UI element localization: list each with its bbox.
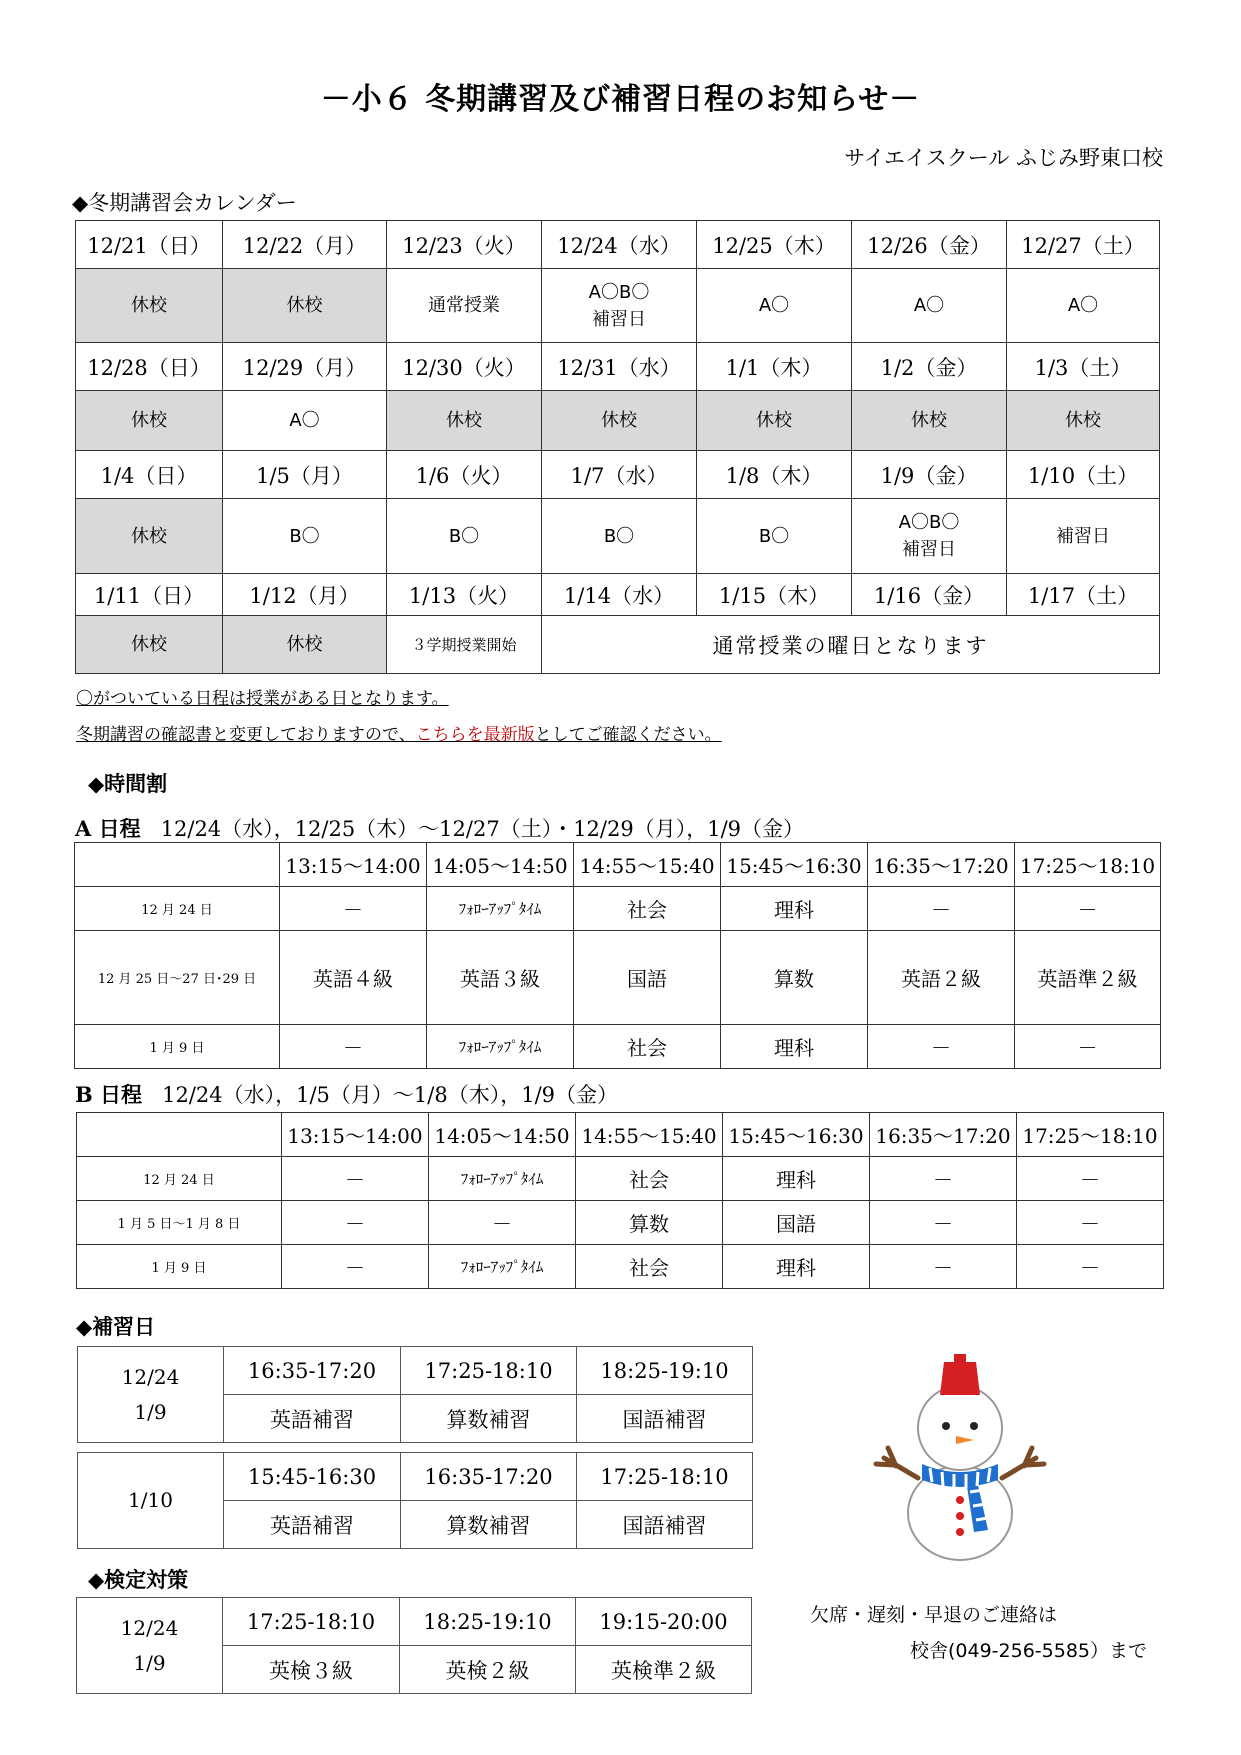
time-header: 15:45～16:30 bbox=[721, 843, 868, 887]
bucket-hat bbox=[940, 1362, 980, 1395]
slot-cell: － bbox=[870, 1201, 1017, 1245]
event-cell: 休校 bbox=[697, 391, 852, 451]
hoshu-time: 18:25-19:10 bbox=[577, 1347, 753, 1395]
date-cell: 1/17（土） bbox=[1007, 574, 1160, 616]
date-cell: 12/23（火） bbox=[387, 221, 542, 269]
date-cell: 12/21（日） bbox=[76, 221, 223, 269]
hoshu-table-2 bbox=[77, 1452, 753, 1549]
corner-cell bbox=[77, 1113, 282, 1157]
event-cell: A〇 bbox=[223, 391, 387, 451]
date-cell: 12/26（金） bbox=[852, 221, 1007, 269]
hoshu-time: 15:45-16:30 bbox=[224, 1453, 401, 1501]
time-header: 17:25～18:10 bbox=[1017, 1113, 1164, 1157]
slot-cell: 国語 bbox=[723, 1201, 870, 1245]
slot-cell: 社会 bbox=[574, 1025, 721, 1069]
time-header: 13:15～14:00 bbox=[280, 843, 427, 887]
date-cell: 1/4（日） bbox=[76, 451, 223, 499]
note-highlight: こちらを最新版 bbox=[415, 725, 535, 745]
event-cell: B〇 bbox=[223, 499, 387, 574]
event-cell: 通常授業 bbox=[387, 269, 542, 343]
slot-cell: － bbox=[1015, 1025, 1161, 1069]
slot-cell: － bbox=[280, 887, 427, 931]
time-header: 14:05～14:50 bbox=[429, 1113, 576, 1157]
kentei-time: 17:25-18:10 bbox=[223, 1598, 400, 1646]
kentei-date: 1/9 bbox=[133, 1650, 166, 1675]
event-cell: 休校 bbox=[223, 616, 387, 674]
time-header: 14:55～15:40 bbox=[574, 843, 721, 887]
event-cell bbox=[542, 269, 697, 343]
date-cell: 1/1（木） bbox=[697, 343, 852, 391]
schedule-b-heading bbox=[75, 1079, 618, 1109]
day-label: 1 月 9 日 bbox=[77, 1245, 282, 1289]
slot-cell: － bbox=[429, 1201, 576, 1245]
event-cell: 通常授業の曜日となります bbox=[542, 616, 1160, 674]
day-label: 12 月 24 日 bbox=[77, 1157, 282, 1201]
date-cell: 12/30（火） bbox=[387, 343, 542, 391]
hoshu-heading: ◆補習日 bbox=[76, 1315, 156, 1339]
slot-cell: 社会 bbox=[576, 1157, 723, 1201]
event-cell: B〇 bbox=[542, 499, 697, 574]
slot-cell: 理科 bbox=[721, 1025, 868, 1069]
date-cell: 1/12（月） bbox=[223, 574, 387, 616]
slot-cell: － bbox=[868, 887, 1015, 931]
kentei-subject: 英検準２級 bbox=[576, 1646, 752, 1694]
button-2 bbox=[956, 1512, 964, 1520]
date-cell: 12/22（月） bbox=[223, 221, 387, 269]
hoshu-date: 1/9 bbox=[134, 1399, 167, 1424]
hoshu-time: 17:25-18:10 bbox=[577, 1453, 753, 1501]
schedule-a-heading bbox=[75, 813, 804, 843]
slot-cell: ﾌｫﾛｰｱｯﾌﾟﾀｲﾑ bbox=[427, 887, 574, 931]
event-main: A〇B〇 bbox=[588, 281, 650, 303]
kentei-subject: 英検２級 bbox=[400, 1646, 576, 1694]
hoshu-subject: 英語補習 bbox=[224, 1395, 401, 1443]
hoshu-subject: 国語補習 bbox=[577, 1501, 753, 1549]
timetable-heading: ◆時間割 bbox=[88, 772, 168, 796]
event-cell: 休校 bbox=[76, 269, 223, 343]
kentei-date: 12/24 bbox=[120, 1615, 179, 1640]
contact-line-1: 欠席・遅刻・早退のご連絡は bbox=[810, 1604, 1058, 1626]
note-line-1: 〇がついている日程は授業がある日となります。 bbox=[76, 689, 449, 709]
button-3 bbox=[956, 1528, 964, 1536]
snowman-illustration bbox=[870, 1340, 1050, 1565]
date-cell: 1/2（金） bbox=[852, 343, 1007, 391]
time-header: 16:35～17:20 bbox=[870, 1113, 1017, 1157]
slot-cell: 理科 bbox=[723, 1245, 870, 1289]
date-cell: 1/9（金） bbox=[852, 451, 1007, 499]
event-main: A〇B〇 bbox=[898, 512, 960, 533]
slot-cell: 英語４級 bbox=[280, 931, 427, 1025]
slot-cell: ﾌｫﾛｰｱｯﾌﾟﾀｲﾑ bbox=[429, 1245, 576, 1289]
hoshu-table-1 bbox=[77, 1346, 753, 1443]
slot-cell: 社会 bbox=[574, 887, 721, 931]
hoshu-time: 17:25-18:10 bbox=[401, 1347, 577, 1395]
kentei-time: 19:15-20:00 bbox=[576, 1598, 752, 1646]
slot-cell: ﾌｫﾛｰｱｯﾌﾟﾀｲﾑ bbox=[427, 1025, 574, 1069]
kentei-subject: 英検３級 bbox=[223, 1646, 400, 1694]
event-cell: 休校 bbox=[852, 391, 1007, 451]
day-label: 1 月 5 日～1 月 8 日 bbox=[77, 1201, 282, 1245]
schedule-b-dates: 12/24（水），1/5（月）～1/8（木），1/9（金） bbox=[162, 1083, 619, 1107]
note-text: としてご確認ください。 bbox=[534, 725, 722, 745]
event-cell: 休校 bbox=[542, 391, 697, 451]
date-cell: 1/11（日） bbox=[76, 574, 223, 616]
date-cell: 1/15（木） bbox=[697, 574, 852, 616]
corner-cell bbox=[75, 843, 280, 887]
event-cell: B〇 bbox=[697, 499, 852, 574]
slot-cell: － bbox=[282, 1245, 429, 1289]
hoshu-time: 16:35-17:20 bbox=[224, 1347, 401, 1395]
event-cell: A〇 bbox=[697, 269, 852, 343]
date-cell: 1/7（水） bbox=[542, 451, 697, 499]
date-cell: 12/24（水） bbox=[542, 221, 697, 269]
kentei-table bbox=[76, 1597, 752, 1694]
event-cell: A〇 bbox=[1007, 269, 1160, 343]
contact-line-2: 校舎(049-256-5585）まで bbox=[910, 1640, 1148, 1662]
time-header: 14:05～14:50 bbox=[427, 843, 574, 887]
slot-cell: － bbox=[282, 1201, 429, 1245]
winter-calendar bbox=[75, 220, 1160, 674]
contact-info bbox=[810, 1597, 1147, 1669]
date-cell: 1/10（土） bbox=[1007, 451, 1160, 499]
date-cell: 12/27（土） bbox=[1007, 221, 1160, 269]
event-cell: 休校 bbox=[76, 499, 223, 574]
day-label: 1 月 9 日 bbox=[75, 1025, 280, 1069]
date-cell: 1/8（木） bbox=[697, 451, 852, 499]
day-label: 12 月 25 日～27 日･29 日 bbox=[75, 931, 280, 1025]
slot-cell: － bbox=[868, 1025, 1015, 1069]
slot-cell: 英語２級 bbox=[868, 931, 1015, 1025]
slot-cell: 理科 bbox=[723, 1157, 870, 1201]
slot-cell: － bbox=[282, 1157, 429, 1201]
slot-cell: 算数 bbox=[576, 1201, 723, 1245]
event-cell: B〇 bbox=[387, 499, 542, 574]
slot-cell: － bbox=[280, 1025, 427, 1069]
slot-cell: － bbox=[1017, 1157, 1164, 1201]
slot-cell: 国語 bbox=[574, 931, 721, 1025]
event-cell: 休校 bbox=[76, 616, 223, 674]
date-cell: 1/14（水） bbox=[542, 574, 697, 616]
date-cell: 1/16（金） bbox=[852, 574, 1007, 616]
schedule-b-table bbox=[76, 1112, 1164, 1289]
date-cell: 1/13（火） bbox=[387, 574, 542, 616]
date-cell: 12/31（水） bbox=[542, 343, 697, 391]
slot-cell: － bbox=[1015, 887, 1161, 931]
event-cell: 休校 bbox=[223, 269, 387, 343]
date-cell: 1/5（月） bbox=[223, 451, 387, 499]
school-name: サイエイスクール ふじみ野東口校 bbox=[844, 146, 1163, 170]
slot-cell: 理科 bbox=[721, 887, 868, 931]
event-cell: ３学期授業開始 bbox=[387, 616, 542, 674]
slot-cell: － bbox=[1017, 1201, 1164, 1245]
hoshu-date: 12/24 bbox=[121, 1364, 180, 1389]
event-cell: A〇 bbox=[852, 269, 1007, 343]
time-header: 13:15～14:00 bbox=[282, 1113, 429, 1157]
date-cell: 1/3（土） bbox=[1007, 343, 1160, 391]
date-cell: 1/6（火） bbox=[387, 451, 542, 499]
event-cell bbox=[852, 499, 1007, 574]
slot-cell: 英語準２級 bbox=[1015, 931, 1161, 1025]
time-header: 16:35～17:20 bbox=[868, 843, 1015, 887]
schedule-a-label: A 日程 bbox=[75, 816, 141, 841]
slot-cell: 算数 bbox=[721, 931, 868, 1025]
hoshu-date-cell bbox=[78, 1347, 224, 1443]
hoshu-date-cell: 1/10 bbox=[78, 1453, 224, 1549]
snowman-head bbox=[918, 1386, 1002, 1470]
page-title: －小６ 冬期講習及び補習日程のお知らせ－ bbox=[320, 82, 921, 117]
hoshu-subject: 英語補習 bbox=[224, 1501, 401, 1549]
day-label: 12 月 24 日 bbox=[75, 887, 280, 931]
slot-cell: 社会 bbox=[576, 1245, 723, 1289]
time-header: 15:45～16:30 bbox=[723, 1113, 870, 1157]
event-cell: 休校 bbox=[76, 391, 223, 451]
event-cell: 休校 bbox=[1007, 391, 1160, 451]
date-cell: 12/25（木） bbox=[697, 221, 852, 269]
slot-cell: 英語３級 bbox=[427, 931, 574, 1025]
schedule-b-label: B 日程 bbox=[75, 1082, 143, 1107]
slot-cell: ﾌｫﾛｰｱｯﾌﾟﾀｲﾑ bbox=[429, 1157, 576, 1201]
note-line-2 bbox=[76, 720, 722, 745]
hoshu-subject: 国語補習 bbox=[577, 1395, 753, 1443]
slot-cell: － bbox=[870, 1245, 1017, 1289]
slot-cell: － bbox=[1017, 1245, 1164, 1289]
hoshu-subject: 算数補習 bbox=[401, 1501, 577, 1549]
kentei-date-cell bbox=[77, 1598, 223, 1694]
kentei-time: 18:25-19:10 bbox=[400, 1598, 576, 1646]
hoshu-subject: 算数補習 bbox=[401, 1395, 577, 1443]
event-cell: 補習日 bbox=[1007, 499, 1160, 574]
slot-cell: － bbox=[870, 1157, 1017, 1201]
hat-knob bbox=[954, 1354, 966, 1364]
event-sub: 補習日 bbox=[902, 539, 956, 560]
kentei-heading: ◆検定対策 bbox=[88, 1568, 189, 1592]
date-cell: 12/29（月） bbox=[223, 343, 387, 391]
time-header: 14:55～15:40 bbox=[576, 1113, 723, 1157]
note-text: 冬期講習の確認書と変更しておりますので、 bbox=[76, 725, 416, 745]
schedule-a-table bbox=[74, 842, 1161, 1069]
button-1 bbox=[956, 1496, 964, 1504]
eye-left bbox=[942, 1422, 950, 1430]
time-header: 17:25～18:10 bbox=[1015, 843, 1161, 887]
hoshu-time: 16:35-17:20 bbox=[401, 1453, 577, 1501]
calendar-heading: ◆冬期講習会カレンダー bbox=[72, 191, 297, 215]
event-sub: 補習日 bbox=[592, 308, 646, 330]
eye-right bbox=[970, 1422, 978, 1430]
schedule-a-dates: 12/24（水），12/25（木）～12/27（土）・12/29（月），1/9（金） bbox=[160, 817, 805, 841]
date-cell: 12/28（日） bbox=[76, 343, 223, 391]
event-cell: 休校 bbox=[387, 391, 542, 451]
